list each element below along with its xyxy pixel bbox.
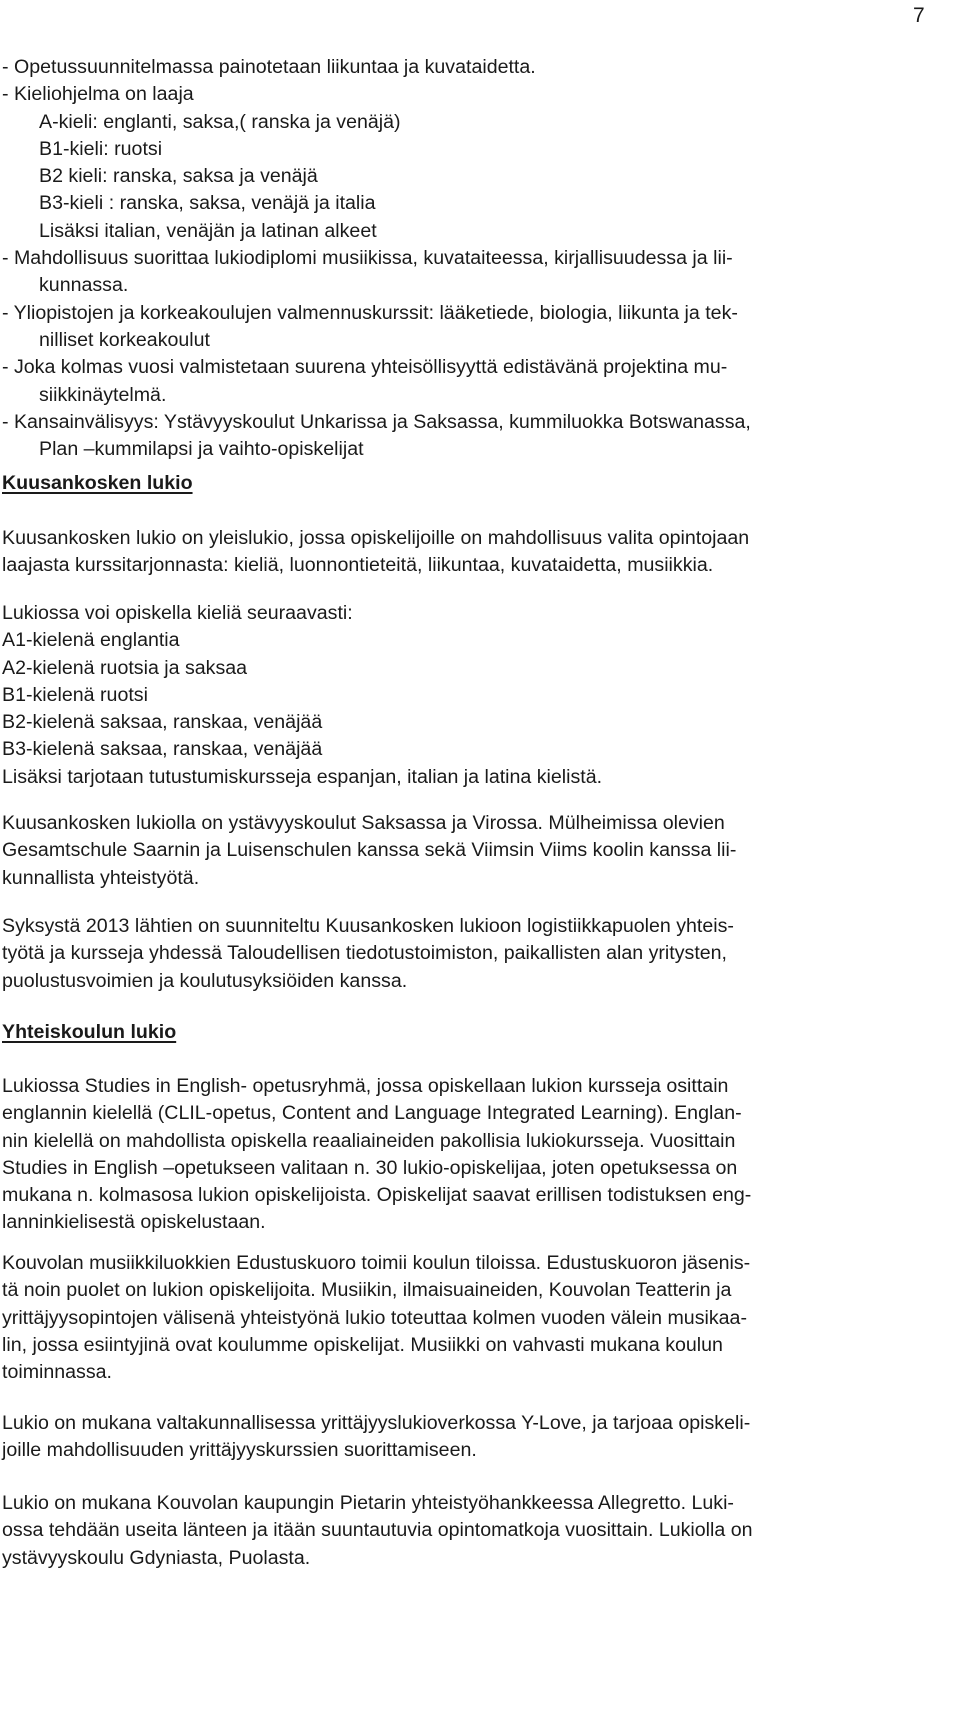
bullet-line: Plan –kummilapsi ja vaihto-opiskelijat <box>39 438 364 461</box>
bullet-line: Lisäksi italian, venäjän ja latinan alkeet <box>39 219 377 242</box>
bullet-line: - Joka kolmas vuosi valmistetaan suurena yhteisöllisyyttä edistävänä projektina mu- <box>2 356 728 379</box>
paragraph <box>2 913 734 995</box>
text-line: B3-kielenä saksaa, ranskaa, venäjää <box>2 738 323 761</box>
text-line: englannin kielellä (CLIL-opetus, Content and Language Integrated Learning). Englan- <box>2 1102 742 1125</box>
text-line: Kouvolan musiikkiluokkien Edustuskuoro toimii koulun tiloissa. Edustuskuoron jäsenis- <box>2 1252 751 1274</box>
text-line: Lukiossa Studies in English- opetusryhmä, jossa opiskellaan lukion kursseja osittain <box>2 1075 729 1097</box>
text-line: lanninkielisestä opiskelustaan. <box>2 1211 266 1234</box>
text-line: ystävyyskoulu Gdyniasta, Puolasta. <box>2 1546 311 1569</box>
text-line: Lukio on mukana valtakunnallisessa yrittäjyyslukioverkossa Y-Love, ja tarjoaa opiskeli- <box>2 1412 751 1434</box>
bullet-line: siikkinäytelmä. <box>39 383 167 406</box>
text-line: laajasta kurssitarjonnasta: kieliä, luonnontieteitä, liikuntaa, kuvataidetta, musiikkia. <box>2 554 714 577</box>
text-line: tä noin puolet on lukion opiskelijoita. Musiikin, ilmaisuaineiden, Kouvolan Teatterin ja <box>2 1279 732 1302</box>
text-line: Studies in English –opetukseen valitaan n. 30 lukio-opiskelijaa, joten opetuksessa on <box>2 1156 738 1179</box>
paragraph <box>2 1073 751 1237</box>
paragraph <box>2 525 749 580</box>
bullet-list <box>2 54 751 463</box>
section-kuusankoski <box>2 470 193 497</box>
text-line: A1-kielenä englantia <box>2 629 180 652</box>
bullet-line: B2 kieli: ranska, saksa ja venäjä <box>39 165 318 188</box>
text-line: Lukio on mukana Kouvolan kaupungin Pietarin yhteistyöhankkeessa Allegretto. Luki- <box>2 1492 734 1514</box>
section-heading: Kuusankosken lukio <box>2 472 193 494</box>
bullet-line: B1-kieli: ruotsi <box>39 137 163 160</box>
bullet-line: - Kansainvälisyys: Ystävyyskoulut Unkarissa ja Saksassa, kummiluokka Botswanassa, <box>2 410 751 433</box>
text-line: Lukiossa voi opiskella kieliä seuraavasti: <box>2 602 353 624</box>
text-line: lin, jossa esiintyjinä ovat koulumme opiskelijat. Musiikki on vahvasti mukana koulun <box>2 1333 723 1356</box>
page-number: 7 <box>913 4 925 27</box>
bullet-line: - Mahdollisuus suorittaa lukiodiplomi musiikissa, kuvataiteessa, kirjallisuudessa ja lii- <box>2 247 733 270</box>
paragraph <box>2 810 736 892</box>
text-line: B2-kielenä saksaa, ranskaa, venäjää <box>2 711 323 734</box>
text-line: työtä ja kursseja yhdessä Taloudellisen tiedotustoimiston, paikallisten alan yritysten, <box>2 942 727 965</box>
text-line: joille mahdollisuuden yrittäjyyskurssien suorittamiseen. <box>2 1439 477 1462</box>
text-line: mukana n. kolmasosa lukion opiskelijoista. Opiskelijat saavat erillisen todistuksen eng- <box>2 1184 752 1207</box>
text-line: Kuusankosken lukiolla on ystävyyskoulut Saksassa ja Virossa. Mülheimissa olevien <box>2 812 725 834</box>
section-heading: Yhteiskoulun lukio <box>2 1021 177 1043</box>
text-line: puolustusvoimien ja koulutusyksiöiden kanssa. <box>2 969 408 992</box>
text-line: Lisäksi tarjotaan tutustumiskursseja espanjan, italian ja latina kielistä. <box>2 765 603 788</box>
text-line: yrittäjyysopintojen välisenä yhteistyönä lukio toteuttaa kolmen vuoden välein musikaa- <box>2 1306 747 1329</box>
section-yhteiskoulu <box>2 1019 176 1046</box>
paragraph <box>2 1410 750 1465</box>
text-line: Syksystä 2013 lähtien on suunniteltu Kuusankosken lukioon logistiikkapuolen yhteis- <box>2 915 734 937</box>
bullet-line: A-kieli: englanti, saksa,( ranska ja venäjä) <box>39 110 401 133</box>
text-line: Gesamtschule Saarnin ja Luisenschulen kanssa sekä Viimsin Viims koolin kanssa lii- <box>2 839 737 862</box>
text-line: B1-kielenä ruotsi <box>2 683 148 706</box>
bullet-line: - Yliopistojen ja korkeakoulujen valmennuskurssit: lääketiede, biologia, liikunta ja tek- <box>2 301 738 324</box>
text-line: nin kielellä on mahdollista opiskella reaaliaineiden pakollisia lukiokursseja. Vuosittain <box>2 1129 736 1152</box>
paragraph <box>2 1250 750 1386</box>
bullet-line: - Kieliohjelma on laaja <box>2 83 194 106</box>
text-line: ossa tehdään useita länteen ja itään suuntautuvia opintomatkoja vuosittain. Lukiolla on <box>2 1519 753 1542</box>
bullet-line: B3-kieli : ranska, saksa, venäjä ja italia <box>39 192 376 215</box>
text-line: A2-kielenä ruotsia ja saksaa <box>2 656 248 679</box>
text-line: kunnallista yhteistyötä. <box>2 866 200 889</box>
text-line: toiminnassa. <box>2 1361 112 1384</box>
text-line: Kuusankosken lukio on yleislukio, jossa opiskelijoille on mahdollisuus valita opintojaan <box>2 527 750 549</box>
paragraph <box>2 600 602 791</box>
bullet-line: nilliset korkeakoulut <box>39 328 210 351</box>
bullet-line: - Opetussuunnitelmassa painotetaan liikuntaa ja kuvataidetta. <box>2 56 536 78</box>
paragraph <box>2 1490 753 1572</box>
bullet-line: kunnassa. <box>39 274 129 297</box>
